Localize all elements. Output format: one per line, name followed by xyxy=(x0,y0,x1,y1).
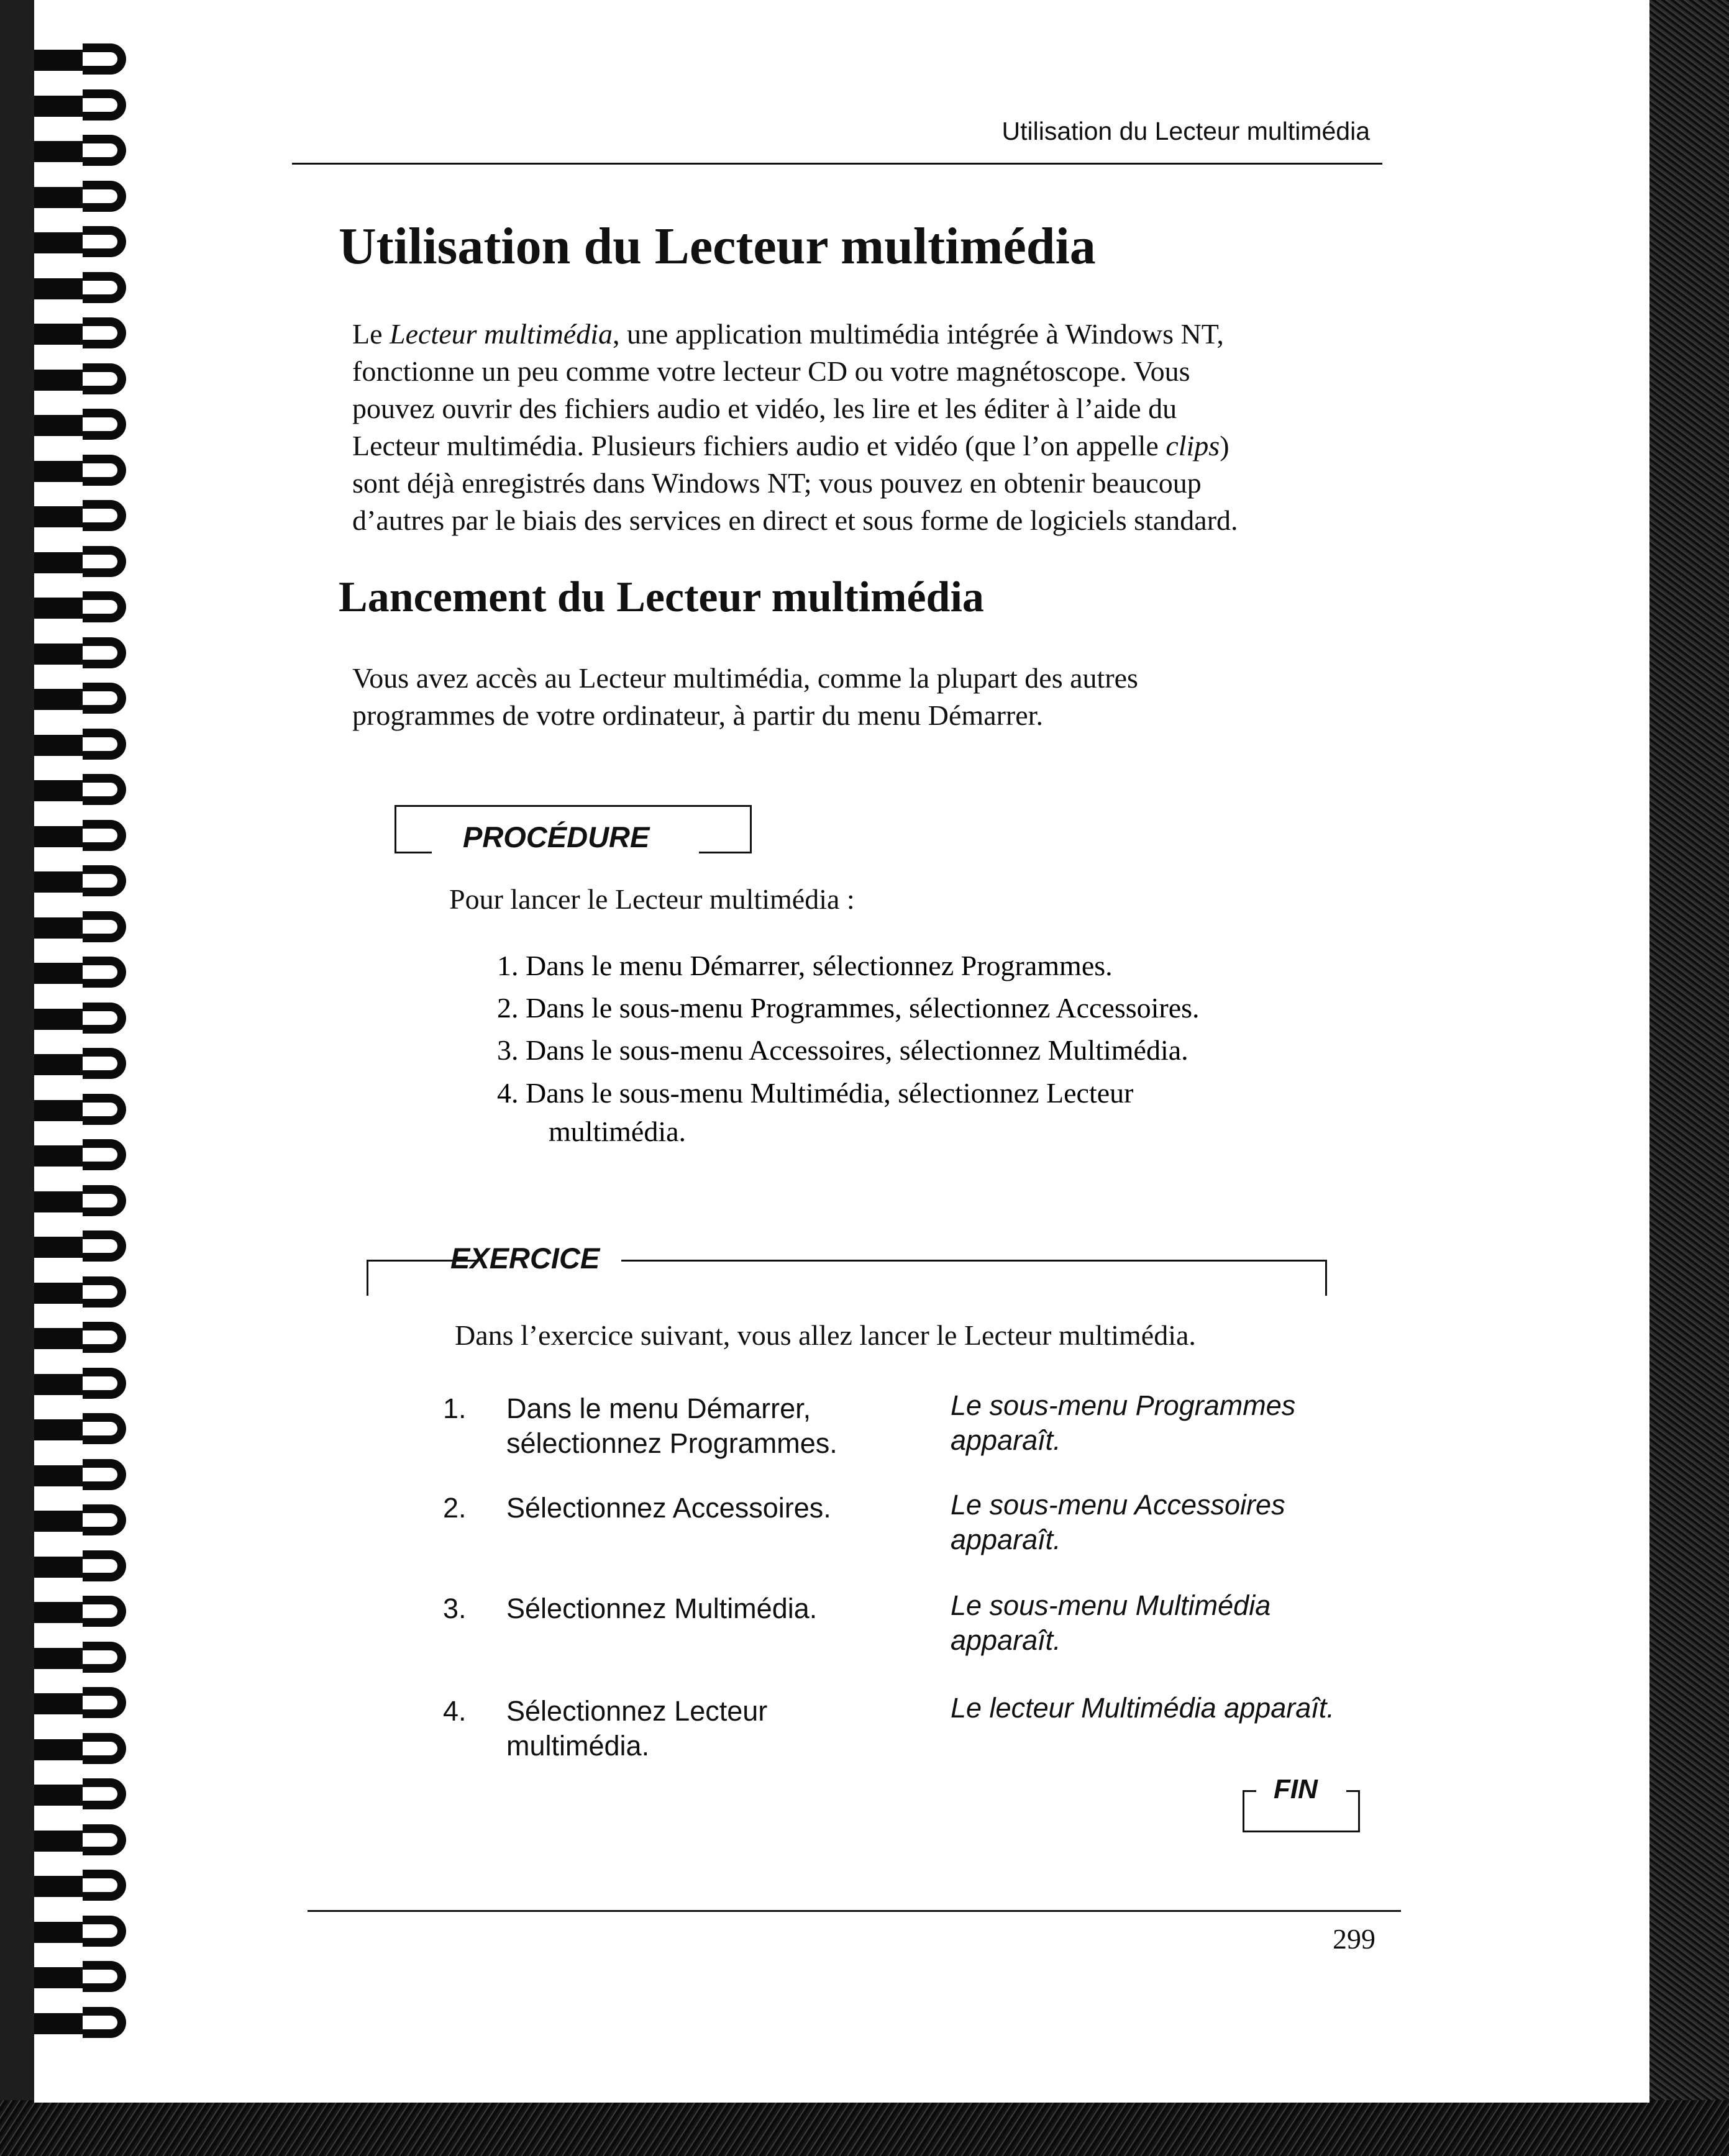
intro-line: d’autres par le biais des services en direct et sous forme de logiciels standard. xyxy=(352,504,1238,536)
spiral-coil xyxy=(34,957,140,989)
exercise-label: EXERCICE xyxy=(450,1242,600,1275)
running-head: Utilisation du Lecteur multimédia xyxy=(1001,117,1370,145)
spiral-coil xyxy=(34,363,140,396)
fin-label: FIN xyxy=(1274,1774,1318,1804)
spiral-coil xyxy=(34,1961,140,1993)
page-number: 299 xyxy=(1333,1923,1375,1955)
procedure-intro: Pour lancer le Lecteur multimédia : xyxy=(449,883,855,915)
exercise-step-action: Sélectionnez Multimédia. xyxy=(506,1593,818,1624)
spiral-coil xyxy=(34,1916,140,1948)
spiral-coil xyxy=(34,1276,140,1309)
spiral-coil xyxy=(34,1139,140,1171)
spiral-coil xyxy=(34,89,140,122)
exercise-step-number: 1. xyxy=(443,1393,467,1424)
spiral-coil xyxy=(34,1185,140,1217)
spiral-coil xyxy=(34,43,140,76)
exercise-intro: Dans l’exercice suivant, vous allez lancer le Lecteur multimédia. xyxy=(455,1319,1196,1351)
spiral-coil xyxy=(34,1048,140,1080)
procedure-step: 2. Dans le sous-menu Programmes, sélectionnez Accessoires. xyxy=(497,992,1200,1024)
header-rule xyxy=(292,163,1382,165)
spiral-coil xyxy=(34,1322,140,1354)
spiral-coil xyxy=(34,2007,140,2039)
spiral-coil xyxy=(34,683,140,715)
spiral-coil xyxy=(34,1094,140,1126)
exercise-step-action: Sélectionnez Accessoires. xyxy=(506,1492,831,1524)
spiral-coil xyxy=(34,1003,140,1035)
spiral-coil xyxy=(34,409,140,441)
spiral-coil xyxy=(34,317,140,350)
intro-line: fonctionne un peu comme votre lecteur CD ou votre magnétoscope. Vous xyxy=(352,355,1190,387)
document-page xyxy=(34,0,1649,2103)
section-paragraph xyxy=(352,660,1138,734)
spiral-coil xyxy=(34,1870,140,1902)
spiral-coil xyxy=(34,1642,140,1674)
procedure-step: 1. Dans le menu Démarrer, sélectionnez Programmes. xyxy=(497,950,1113,981)
spiral-coil xyxy=(34,1733,140,1765)
spiral-coil xyxy=(34,865,140,898)
exercise-step-action: Dans le menu Démarrer, sélectionnez Programmes. xyxy=(506,1393,837,1459)
spiral-coil xyxy=(34,774,140,806)
spiral-coil xyxy=(34,1459,140,1491)
section-line: programmes de votre ordinateur, à partir du menu Démarrer. xyxy=(352,699,1043,731)
spiral-coil xyxy=(34,1550,140,1583)
spiral-coil xyxy=(34,272,140,304)
spiral-coil xyxy=(34,729,140,761)
spiral-coil xyxy=(34,500,140,532)
exercise-step-action: Sélectionnez Lecteur multimédia. xyxy=(506,1695,768,1762)
spiral-coil xyxy=(34,546,140,578)
footer-rule xyxy=(308,1910,1401,1912)
section-title: Lancement du Lecteur multimédia xyxy=(339,573,984,621)
spiral-coil xyxy=(34,820,140,852)
spiral-coil xyxy=(34,226,140,258)
spiral-coil xyxy=(34,1824,140,1857)
intro-line: sont déjà enregistrés dans Windows NT; vous pouvez en obtenir beaucoup xyxy=(352,467,1202,499)
intro-line: Lecteur multimédia. Plusieurs fichiers audio et vidéo (que l’on appelle clips) xyxy=(352,430,1229,462)
page-title: Utilisation du Lecteur multimédia xyxy=(339,217,1096,275)
spiral-coil xyxy=(34,1687,140,1719)
exercise-step-result: Le sous-menu Programmes apparaît. xyxy=(951,1390,1296,1456)
intro-paragraph xyxy=(352,316,1238,539)
exercise-step-number: 3. xyxy=(443,1593,467,1624)
procedure-step: 3. Dans le sous-menu Accessoires, sélectionnez Multimédia. xyxy=(497,1034,1188,1066)
procedure-step-continuation: multimédia. xyxy=(549,1116,687,1147)
exercise-step-result: Le sous-menu Accessoires apparaît. xyxy=(951,1489,1285,1555)
scan-background-right xyxy=(1648,0,1729,2156)
spiral-coil xyxy=(34,1368,140,1400)
procedure-label: PROCÉDURE xyxy=(463,821,650,853)
spiral-coil xyxy=(34,1778,140,1811)
intro-line: pouvez ouvrir des fichiers audio et vidéo, les lire et les éditer à l’aide du xyxy=(352,393,1177,424)
scan-background-bottom xyxy=(0,2100,1729,2156)
spiral-coil xyxy=(34,1230,140,1263)
spiral-coil xyxy=(34,135,140,167)
spiral-coil xyxy=(34,181,140,213)
spiral-binding xyxy=(34,43,143,2062)
spiral-coil xyxy=(34,591,140,624)
spiral-coil xyxy=(34,455,140,487)
spiral-coil xyxy=(34,911,140,944)
exercise-step-result: Le sous-menu Multimédia apparaît. xyxy=(951,1590,1271,1656)
exercise-step-number: 2. xyxy=(443,1492,467,1524)
spiral-coil xyxy=(34,637,140,670)
exercise-step-number: 4. xyxy=(443,1695,467,1727)
spiral-coil xyxy=(34,1596,140,1628)
intro-line: Le Lecteur multimédia, une application multimédia intégrée à Windows NT, xyxy=(352,318,1224,350)
procedure-step: 4. Dans le sous-menu Multimédia, sélectionnez Lecteur xyxy=(497,1077,1134,1109)
spiral-coil xyxy=(34,1504,140,1537)
exercise-step-result: Le lecteur Multimédia apparaît. xyxy=(951,1692,1334,1724)
section-line: Vous avez accès au Lecteur multimédia, comme la plupart des autres xyxy=(352,662,1138,694)
spiral-coil xyxy=(34,1413,140,1445)
